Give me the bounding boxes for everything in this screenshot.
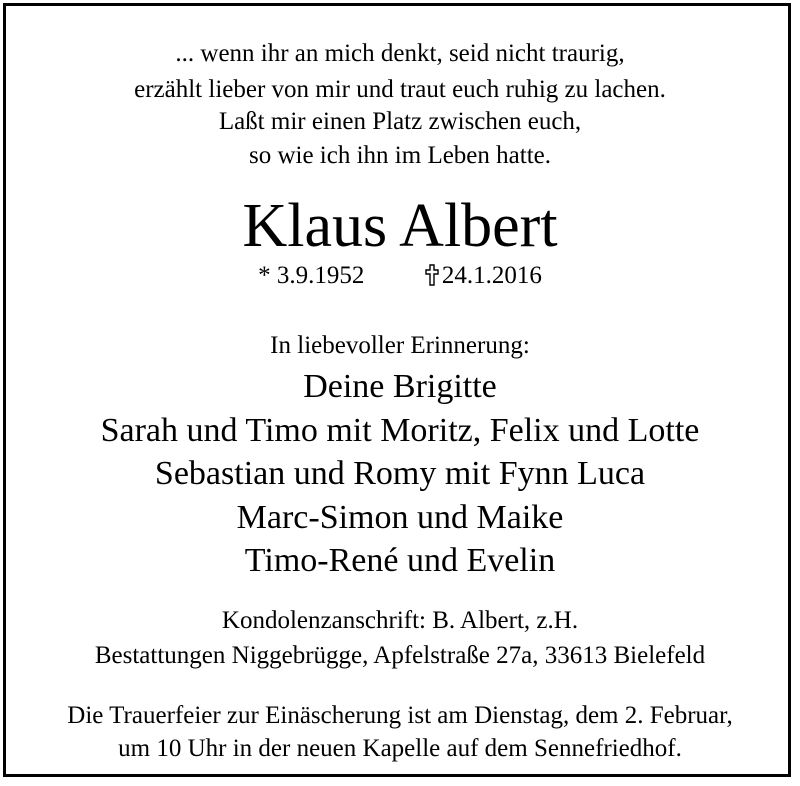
birth-date: * 3.9.1952 <box>258 262 365 289</box>
death-date-group <box>425 258 542 294</box>
ceremony-line-2: um 10 Uhr in der neuen Kapelle auf dem Sennefriedhof. <box>118 735 682 762</box>
poem-line-1: ... wenn ihr an mich denkt, seid nicht traurig, <box>175 40 625 67</box>
poem-line-2: erzählt lieber von mir und traut euch ruhig zu lachen. <box>134 76 666 103</box>
poem-line-3: Laßt mir einen Platz zwischen euch, <box>218 108 582 135</box>
poem-line-4: so wie ich ihn im Leben hatte. <box>248 142 551 169</box>
life-dates <box>0 258 800 294</box>
cross-icon <box>425 264 439 286</box>
deceased-name: Klaus Albert <box>242 192 558 260</box>
condolence-line-2: Bestattungen Niggebrügge, Apfelstraße 27a, 33613 Bielefeld <box>94 642 706 669</box>
mourner-line-2: Sarah und Timo mit Moritz, Felix und Lotte <box>100 412 700 449</box>
death-date: 24.1.2016 <box>441 262 542 289</box>
mourner-line-4: Marc-Simon und Maike <box>236 499 564 536</box>
mourner-line-3: Sebastian und Romy mit Fynn Luca <box>154 455 646 492</box>
mourner-line-5: Timo-René und Evelin <box>244 542 556 579</box>
condolence-line-1: Kondolenzanschrift: B. Albert, z.H. <box>221 607 579 634</box>
remembrance-heading: In liebevoller Erinnerung: <box>270 332 530 359</box>
ceremony-line-1: Die Trauerfeier zur Einäscherung ist am Dienstag, dem 2. Februar, <box>67 702 733 729</box>
mourner-line-1: Deine Brigitte <box>303 368 497 405</box>
